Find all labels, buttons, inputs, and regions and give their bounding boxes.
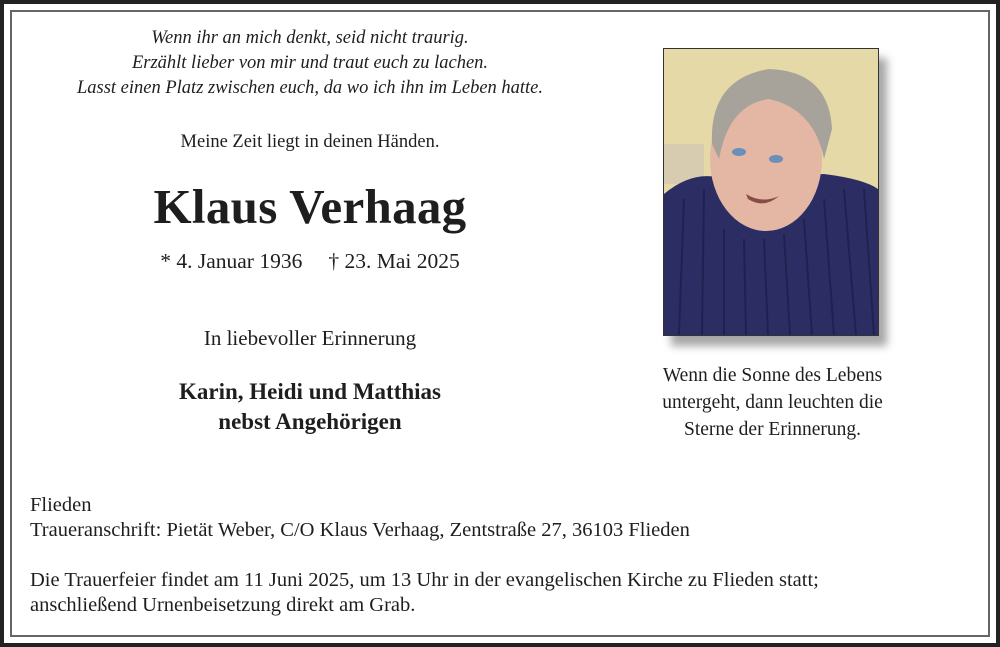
service-info xyxy=(30,568,819,618)
verse xyxy=(20,26,600,101)
mourners-line: nebst Angehörigen xyxy=(218,409,402,434)
memory-line: In liebevoller Erinnerung xyxy=(203,326,417,350)
caption-line: Sterne der Erinnerung. xyxy=(683,419,862,440)
motto: Meine Zeit liegt in deinen Händen. xyxy=(180,132,440,152)
life-dates xyxy=(20,249,600,274)
mourners-line: Karin, Heidi und Matthias xyxy=(179,379,441,404)
death-date: † 23. Mai 2025 xyxy=(328,249,460,273)
photo-caption xyxy=(630,362,915,443)
verse-line: Lasst einen Platz zwischen euch, da wo ich ihn im Leben hatte. xyxy=(76,78,544,98)
verse-line: Erzählt lieber von mir und traut euch zu lachen. xyxy=(131,53,489,73)
birth-date: * 4. Januar 1936 xyxy=(160,249,303,273)
portrait-photo xyxy=(663,48,879,336)
caption-line: Wenn die Sonne des Lebens xyxy=(662,365,883,386)
mourners xyxy=(20,377,600,437)
address-block xyxy=(30,493,690,543)
portrait-illustration xyxy=(664,49,878,335)
place: Flieden xyxy=(30,494,92,516)
deceased-name: Klaus Verhaag xyxy=(153,179,467,234)
verse-line: Wenn ihr an mich denkt, seid nicht traurig. xyxy=(151,28,469,48)
caption-line: untergeht, dann leuchten die xyxy=(662,392,883,413)
service-line: anschließend Urnenbeisetzung direkt am Grab. xyxy=(30,594,416,616)
service-line: Die Trauerfeier findet am 11 Juni 2025, um 13 Uhr in der evangelischen Kirche zu Flieden statt; xyxy=(30,569,819,591)
mourning-address: Traueranschrift: Pietät Weber, C/O Klaus Verhaag, Zentstraße 27, 36103 Flieden xyxy=(30,519,690,541)
